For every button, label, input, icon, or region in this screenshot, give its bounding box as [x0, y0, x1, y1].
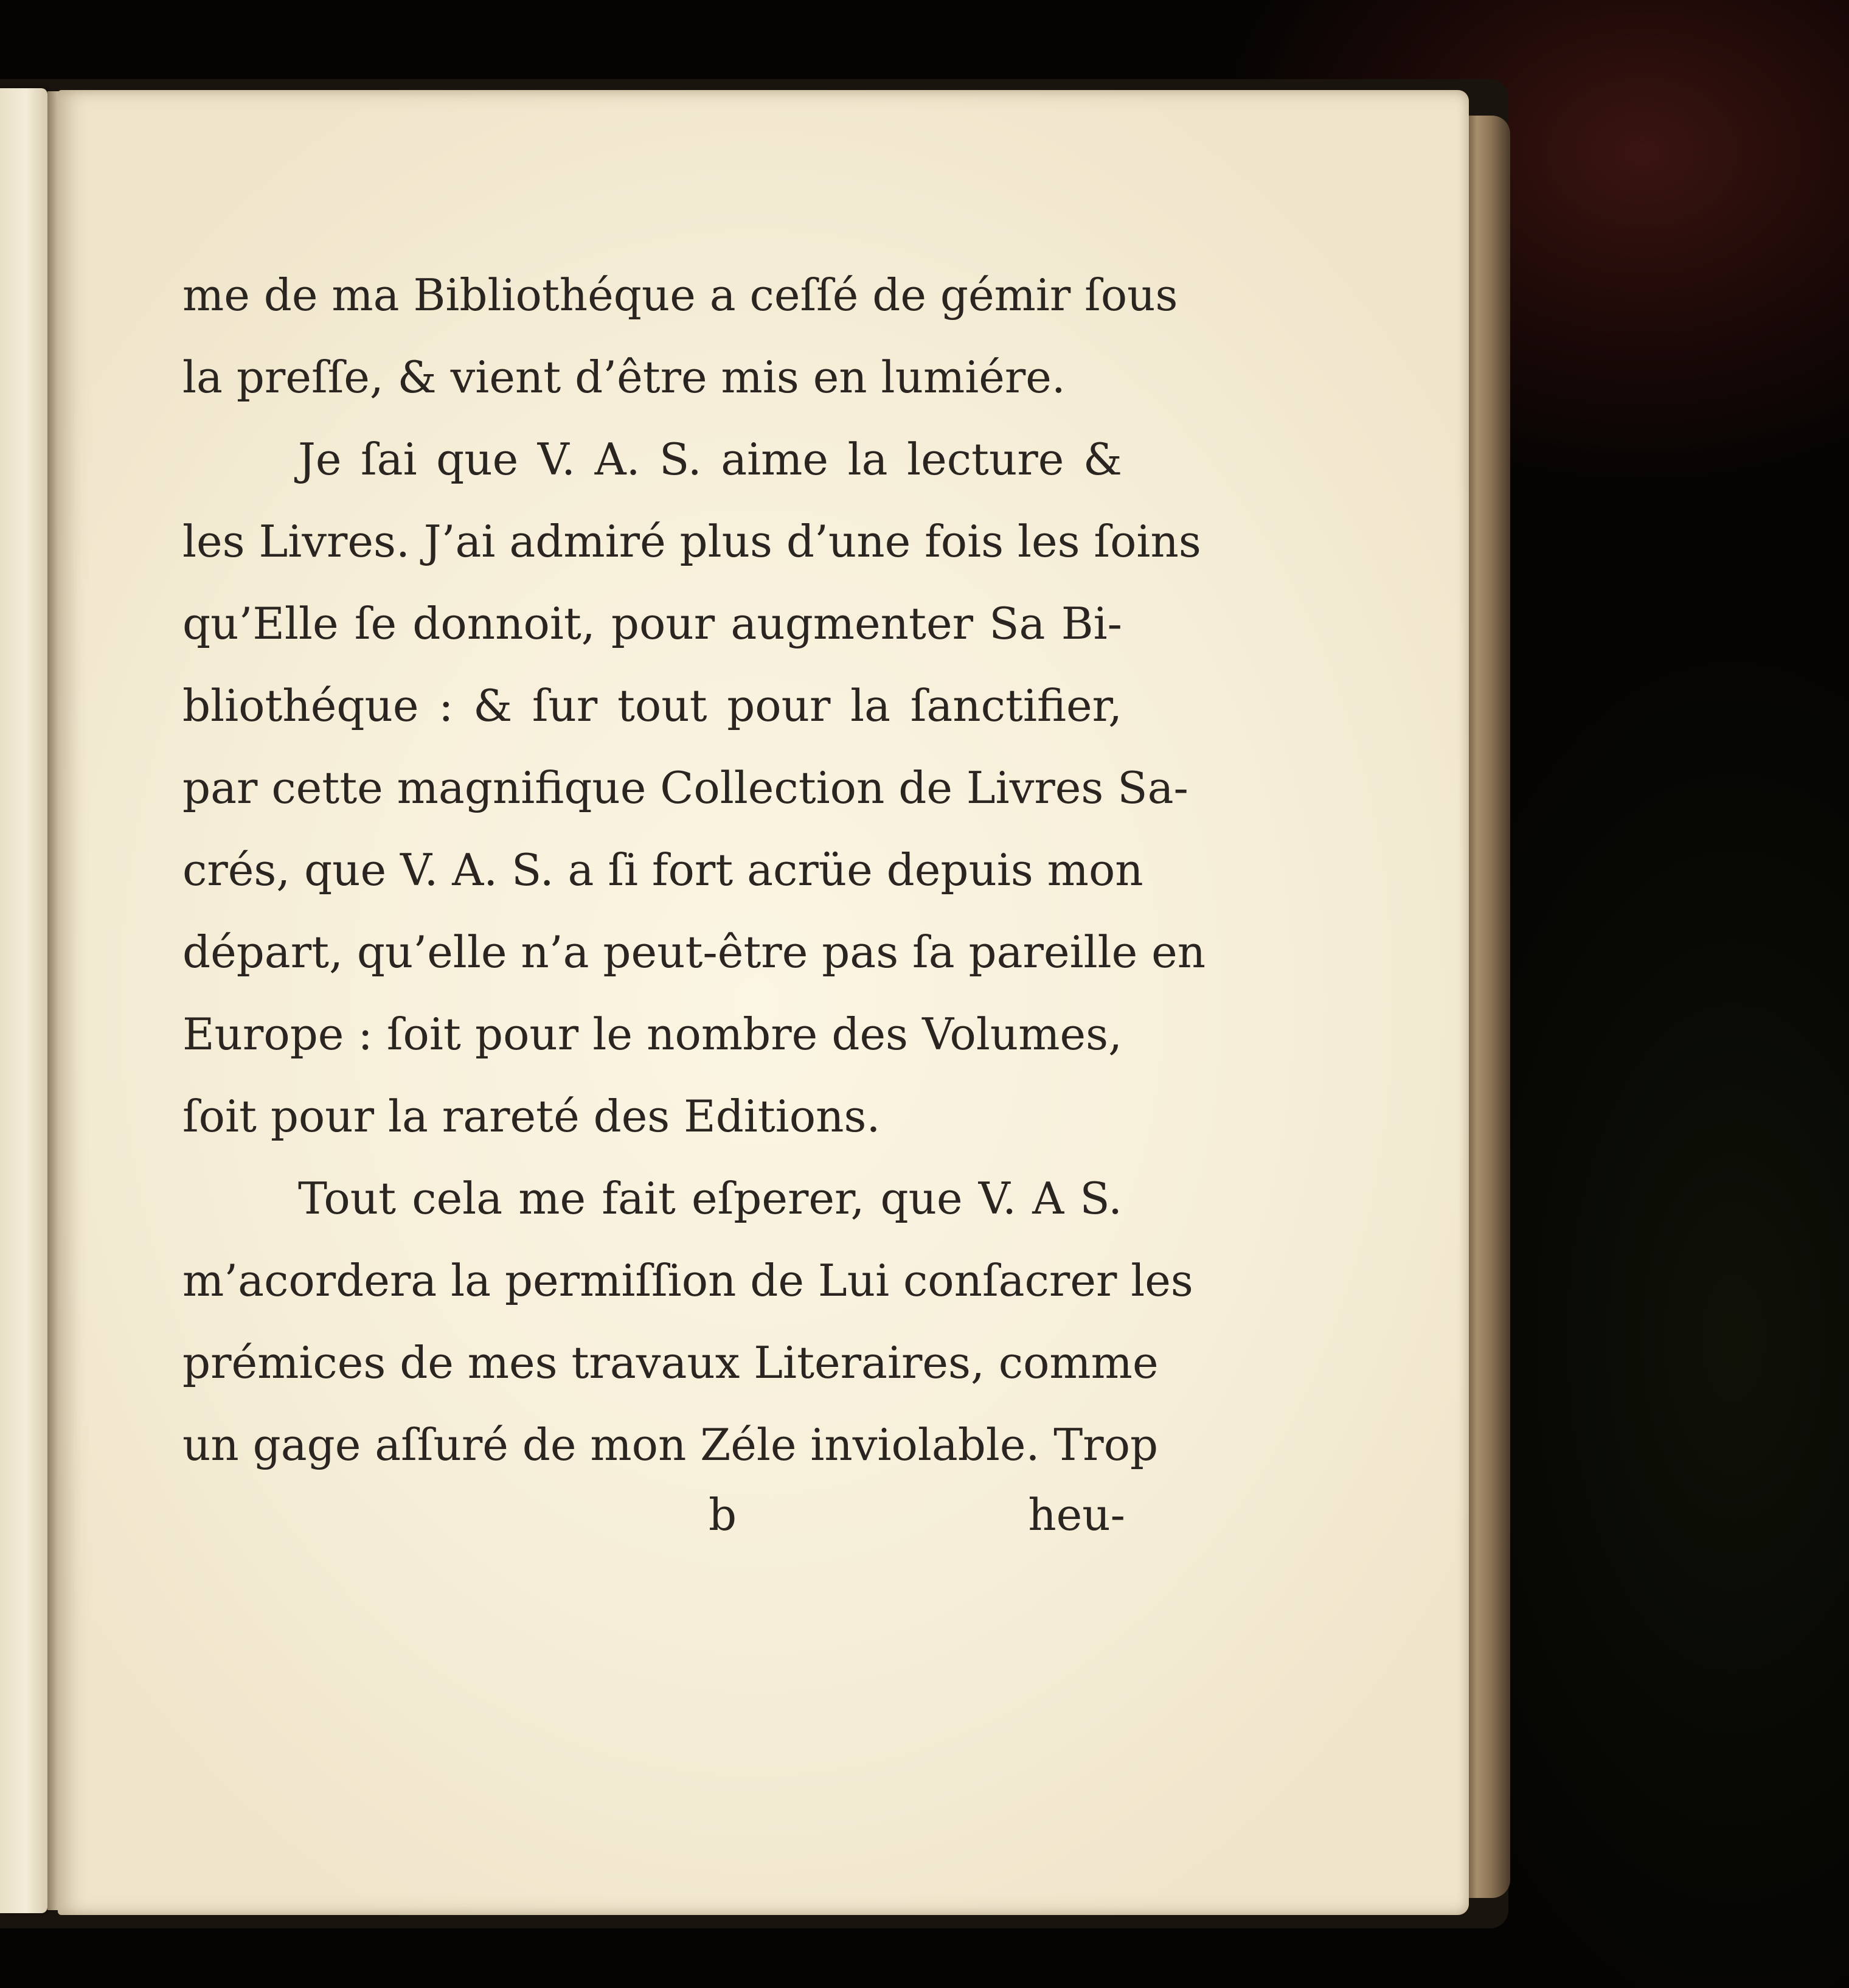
- text-line-12: Tout cela me fait eſperer, que V. A S.: [298, 1173, 1122, 1224]
- catchword: heu-: [1028, 1489, 1125, 1540]
- text-line-4: les Livres. J’ai admiré plus d’une fois les ſoins: [182, 516, 1201, 567]
- text-line-13: m’acordera la permiſſion de Lui conſacrer les: [182, 1255, 1193, 1306]
- text-line-8: crés, que V. A. S. a ſi fort acrüe depuis mon: [182, 844, 1143, 895]
- text-line-10: Europe : ſoit pour le nombre des Volumes,: [182, 1009, 1122, 1060]
- text-line-15: un gage aſſuré de mon Zéle inviolable. Trop: [182, 1419, 1159, 1470]
- text-line-3: Je ſai que V. A. S. aime la lecture &: [298, 434, 1122, 485]
- text-line-9: départ, qu’elle n’a peut-être pas ſa pareille en: [182, 926, 1206, 978]
- text-line-2: la preſſe, & vient d’être mis en lumiére.: [182, 352, 1066, 403]
- text-line-7: par cette magnifique Collection de Livres Sa-: [182, 762, 1188, 813]
- text-line-6: bliothéque : & ſur tout pour la ſanctifier,: [182, 680, 1122, 731]
- text-line-1: me de ma Bibliothéque a ceſſé de gémir ſous: [182, 269, 1178, 321]
- text-line-11: ſoit pour la rareté des Editions.: [182, 1091, 881, 1142]
- signature-mark: b: [709, 1489, 737, 1540]
- text-line-14: prémices de mes travaux Literaires, comme: [182, 1337, 1159, 1388]
- text-line-5: qu’Elle ſe donnoit, pour augmenter Sa Bi-: [182, 598, 1122, 649]
